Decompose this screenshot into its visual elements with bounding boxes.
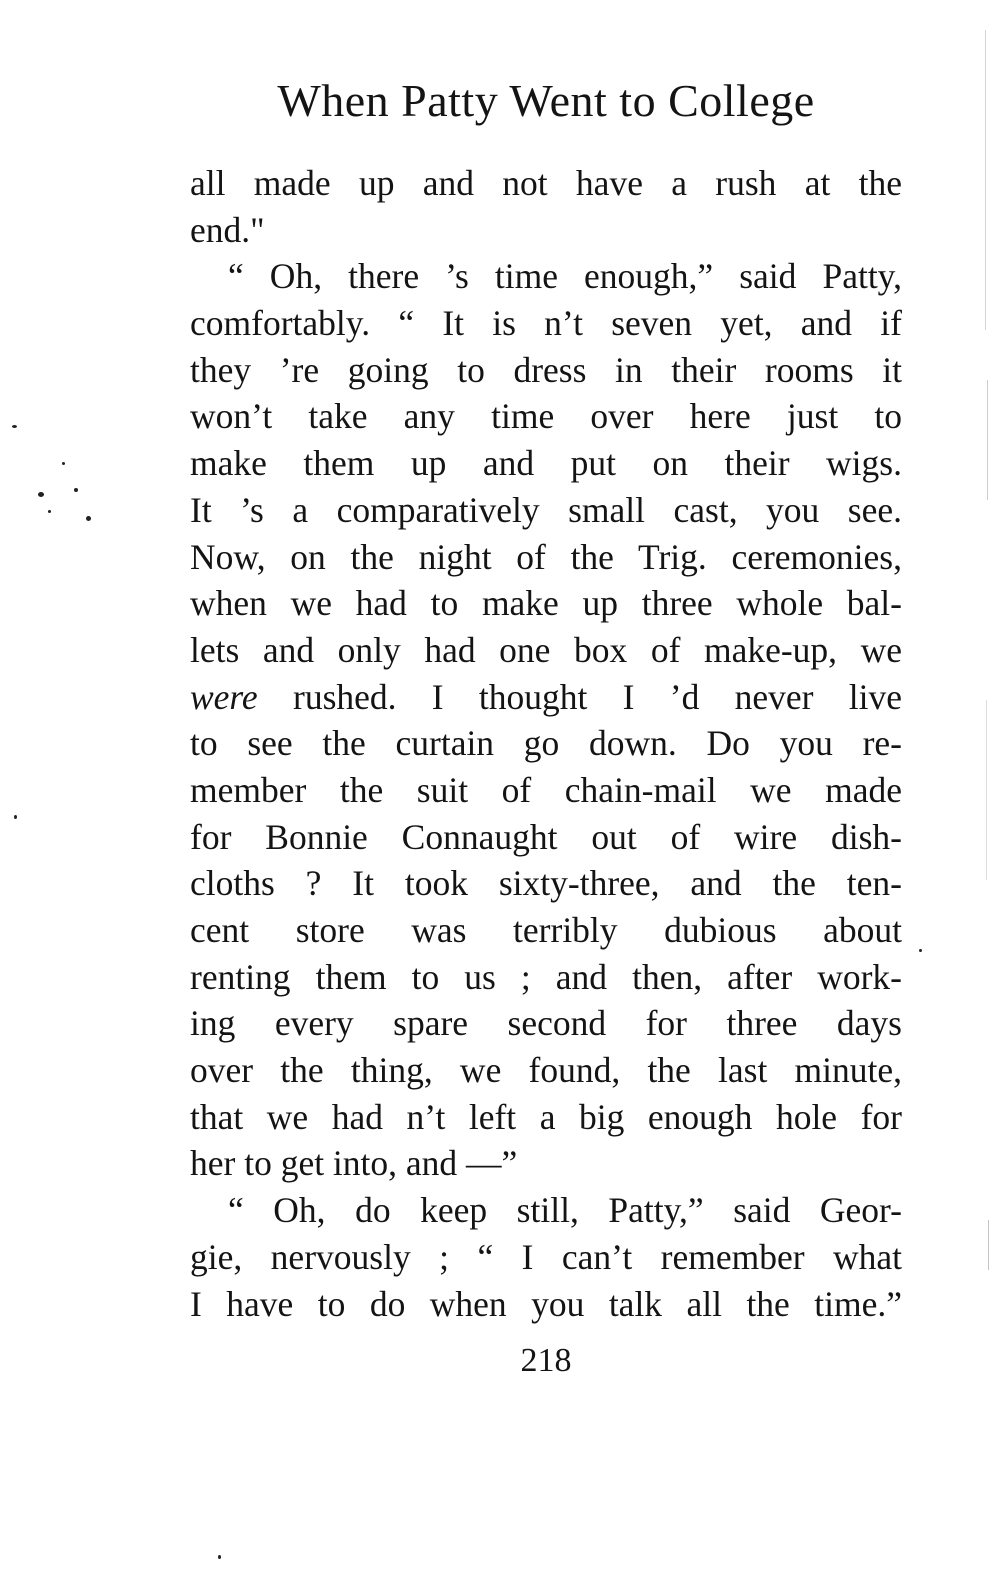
text-line — [190, 580, 902, 627]
text-line — [190, 1234, 902, 1281]
scan-speck — [919, 949, 922, 952]
text-line-content: member the suit of chain-mail we made — [190, 769, 902, 810]
scan-speck — [12, 425, 17, 428]
text-line-content: all made up and not have a rush at the — [190, 163, 902, 203]
text-line — [190, 207, 902, 254]
page-edge-mark — [987, 380, 988, 500]
text-line-content: end." — [190, 209, 265, 250]
text-line — [190, 907, 902, 954]
text-line — [190, 393, 902, 440]
page-edge-mark — [985, 30, 986, 330]
scan-speck — [14, 815, 17, 819]
page-edge-mark — [986, 700, 987, 880]
text-line-content: cent store was terribly dubious about — [190, 910, 902, 950]
text-line — [190, 720, 902, 767]
text-line-content: It ’s a comparatively small cast, you see. — [190, 489, 902, 530]
text-line — [190, 253, 902, 300]
text-line — [190, 1094, 902, 1141]
text-line — [190, 814, 902, 861]
page-number: 218 — [520, 1342, 572, 1379]
text-line-content: Now, on the night of the Trig. ceremonies, — [190, 536, 902, 577]
text-line — [190, 860, 902, 907]
text-line-content: they ’re going to dress in their rooms it — [190, 349, 902, 390]
scan-speck — [62, 462, 65, 465]
text-line-content: “ Oh, there ’s time enough,” said Patty, — [228, 256, 902, 297]
text-line-content: her to get into, and —” — [190, 1143, 518, 1184]
text-line — [190, 674, 902, 721]
text-line-content: to see the curtain go down. Do you re- — [190, 723, 902, 764]
text-line-content: gie, nervously ; “ I can’t remember what — [190, 1236, 902, 1277]
text-line — [190, 300, 902, 347]
text-line-content: comfortably. “ It is n’t seven yet, and if — [190, 303, 902, 344]
text-line — [190, 767, 902, 814]
text-line-content: I have to do when you talk all the time.” — [190, 1283, 902, 1324]
scan-speck — [218, 1555, 221, 1559]
scan-speck — [38, 492, 44, 497]
scan-speck — [86, 516, 91, 521]
text-line — [190, 1187, 902, 1234]
text-line — [190, 954, 902, 1001]
text-line — [190, 627, 902, 674]
text-line-content: make them up and put on their wigs. — [190, 443, 902, 484]
text-line-content: rushed. I thought I ’d never live — [257, 676, 902, 717]
text-line — [190, 1140, 902, 1187]
text-line-content: when we had to make up three whole bal- — [190, 583, 902, 624]
text-line — [190, 160, 902, 207]
text-line — [190, 534, 902, 581]
scan-speck — [74, 488, 78, 492]
italic-word: were — [190, 676, 258, 717]
text-line-content: cloths ? It took sixty-three, and the ten- — [190, 863, 902, 904]
text-line-content: ing every spare second for three days — [190, 1003, 902, 1044]
scan-speck — [48, 510, 51, 513]
text-line — [190, 1047, 902, 1094]
text-line-content: won’t take any time over here just to — [190, 396, 902, 437]
text-line — [190, 1000, 902, 1047]
text-line — [190, 440, 902, 487]
text-line-content: “ Oh, do keep still, Patty,” said Geor- — [228, 1190, 902, 1231]
text-line-content: over the thing, we found, the last minute, — [190, 1050, 902, 1091]
text-line-content: for Bonnie Connaught out of wire dish- — [190, 816, 902, 857]
text-line-content: lets and only had one box of make-up, we — [190, 629, 902, 670]
body-text — [190, 160, 902, 1327]
text-line-content: that we had n’t left a big enough hole for — [190, 1096, 902, 1137]
text-line — [190, 1281, 902, 1328]
running-head: When Patty Went to College — [277, 75, 815, 126]
text-line — [190, 347, 902, 394]
text-line-content: renting them to us ; and then, after work- — [190, 956, 902, 997]
page-edge-mark — [988, 1220, 989, 1270]
text-line — [190, 487, 902, 534]
